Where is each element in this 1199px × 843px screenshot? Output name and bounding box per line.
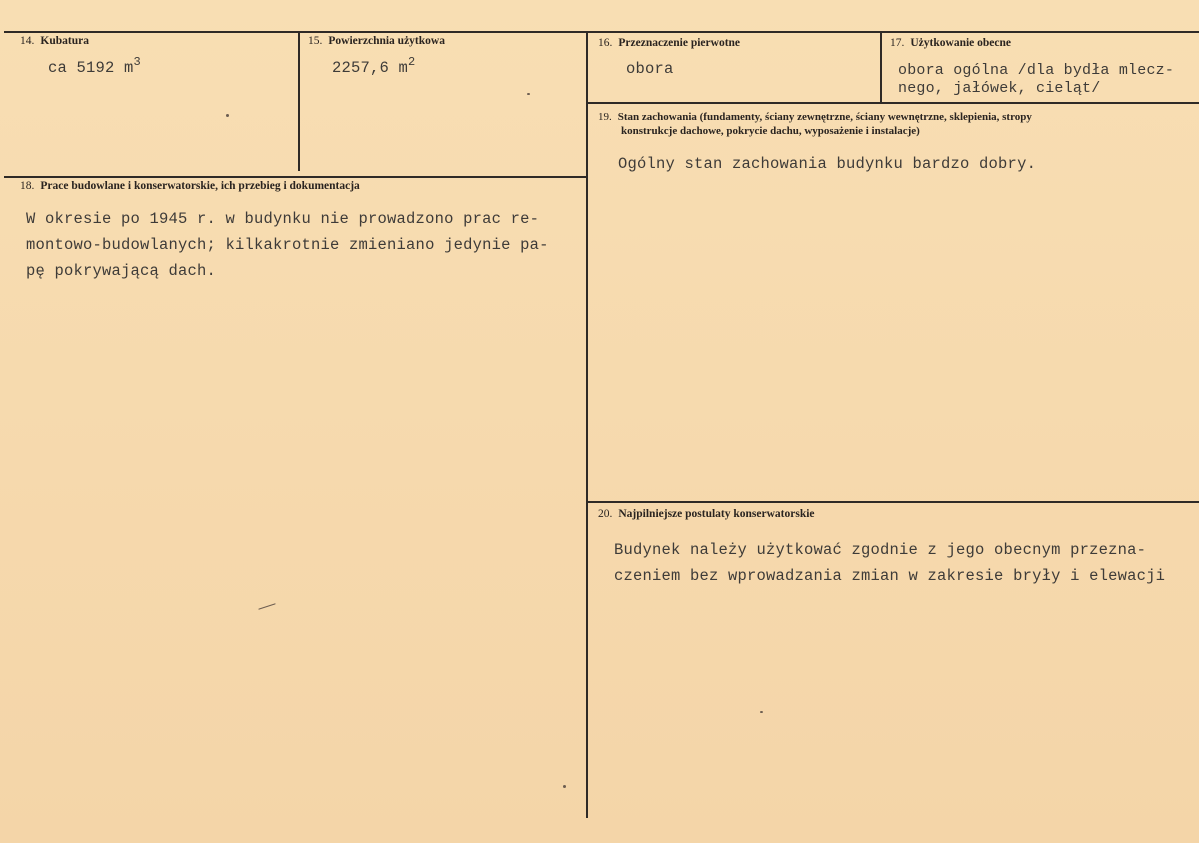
rule-under-14-15	[4, 176, 588, 178]
field-18-label: 18. Prace budowlane i konserwatorskie, ich przebieg i dokumentacja	[20, 180, 360, 192]
rule-under-17	[588, 102, 1199, 104]
top-rule	[4, 31, 1199, 33]
field-19-label-line1: 19. Stan zachowania (fundamenty, ściany zewnętrzne, ściany wewnętrzne, sklepienia, stropy	[598, 111, 1032, 123]
field-16-label: 16. Przeznaczenie pierwotne	[598, 37, 741, 49]
paper-speck	[527, 93, 530, 95]
field-16-value: obora	[626, 60, 674, 78]
field-17-value-line1: obora ogólna /dla bydła mlecz-	[898, 62, 1175, 79]
field-18-line-3: pę pokrywającą dach.	[26, 262, 217, 280]
paper-speck	[760, 711, 763, 713]
field-17-label: 17. Użytkowanie obecne	[890, 37, 1011, 49]
divider-14-15	[298, 31, 300, 171]
field-14-label: 14. Kubatura	[20, 35, 89, 47]
field-19-value: Ogólny stan zachowania budynku bardzo dobry.	[618, 155, 1037, 173]
paper-speck	[258, 603, 275, 610]
field-19-label-line2: konstrukcje dachowe, pokrycie dachu, wyposażenie i instalacje)	[621, 125, 920, 137]
rule-above-20	[588, 501, 1199, 503]
field-15-value: 2257,6 $m^2$	[332, 55, 416, 77]
field-20-line-1: Budynek należy użytkować zgodnie z jego obecnym przezna-	[614, 541, 1147, 559]
field-18-line-1: W okresie po 1945 r. w budynku nie prowadzono prac re-	[26, 210, 540, 228]
field-15-label: 15. Powierzchnia użytkowa	[308, 35, 445, 47]
field-20-line-2: czeniem bez wprowadzania zmian w zakresie bryły i elewacji	[614, 567, 1166, 585]
field-17-value-line2: nego, jałówek, cieląt/	[898, 80, 1101, 97]
paper-speck	[226, 114, 229, 117]
divider-16-17	[880, 31, 882, 103]
center-divider	[586, 31, 588, 818]
field-14-value: ca 5192 $m^3$	[48, 55, 141, 77]
paper-speck	[563, 785, 566, 788]
field-18-line-2: montowo-budowlanych; kilkakrotnie zmieniano jedynie pa-	[26, 236, 549, 254]
field-20-label: 20. Najpilniejsze postulaty konserwatorskie	[598, 508, 815, 520]
